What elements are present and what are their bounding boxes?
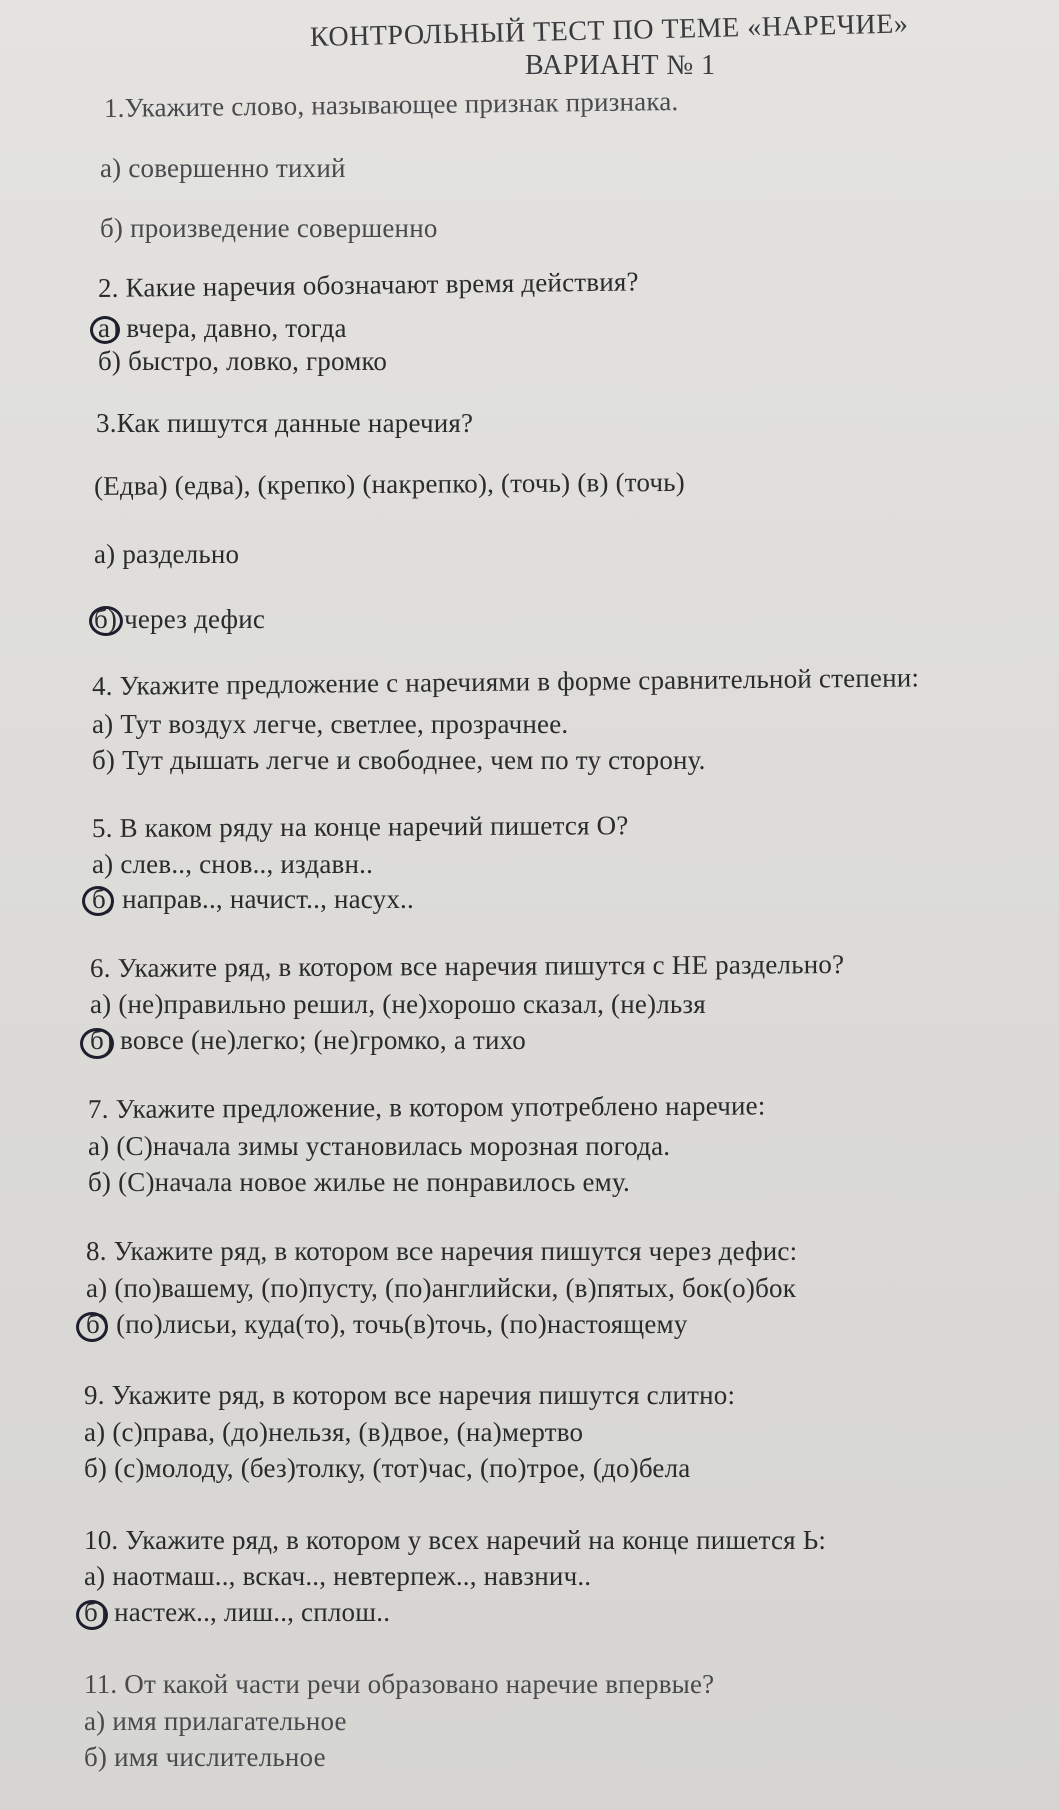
question-11-option-a: а) имя прилагательное [84, 1706, 347, 1736]
question-8-option-a: а) (по)вашему, (по)пусту, (по)английски, (в)пятых, бок(о)бок [86, 1273, 797, 1303]
question-4-option-a: а) Тут воздух легче, светлее, прозрачнее. [92, 709, 569, 739]
question-9-option-b: б) (с)молоду, (без)толку, (тот)час, (по)трое, (до)бела [84, 1453, 691, 1483]
answer-mark-circle [76, 1600, 108, 1630]
answer-mark-circle [76, 1312, 108, 1342]
test-title: КОНТРОЛЬНЫЙ ТЕСТ ПО ТЕМЕ «НАРЕЧИЕ» [309, 8, 909, 53]
question-8-option-b: б) (по)лисьи, куда(то), точь(в)точь, (по)настоящему [86, 1309, 688, 1339]
question-1-option-a: а) совершенно тихий [100, 153, 346, 183]
question-4-option-b: б) Тут дышать легче и свободнее, чем по ту сторону. [92, 745, 706, 775]
question-3-option-b: б) через дефис [94, 604, 266, 634]
question-4: 4. Укажите предложение с наречиями в форме сравнительной степени: [91, 662, 920, 701]
question-1: 1.Укажите слово, называющее признак признака. [103, 85, 679, 123]
variant-label: ВАРИАНТ № 1 [525, 50, 716, 81]
question-8: 8. Укажите ряд, в котором все наречия пишутся через дефис: [86, 1236, 798, 1266]
answer-mark-circle [90, 316, 120, 344]
question-3-option-a: а) раздельно [94, 539, 240, 569]
question-7-option-b: б) (С)начала новое жилье не понравилось ему. [88, 1167, 630, 1197]
question-6-option-a: а) (не)правильно решил, (не)хорошо сказал, (не)льзя [90, 989, 706, 1019]
question-11: 11. От какой части речи образовано наречие впервые? [84, 1669, 715, 1699]
question-5: 5. В каком ряду на конце наречий пишется О? [91, 810, 629, 843]
question-10: 10. Укажите ряд, в котором у всех наречий на конце пишется Ь: [84, 1525, 827, 1555]
question-3: 3.Как пишутся данные наречия? [96, 408, 474, 438]
question-1-option-b: б) произведение совершенно [100, 213, 438, 243]
question-10-option-b: б) настеж.., лиш.., сплош.. [84, 1597, 391, 1627]
answer-mark-circle [89, 606, 123, 636]
question-9-option-a: а) (с)права, (до)нельзя, (в)двое, (на)мертво [84, 1417, 584, 1447]
question-6-option-b: б) вовсе (не)легко; (не)громко, а тихо [90, 1025, 526, 1055]
question-2-option-a: а) вчера, давно, тогда [98, 313, 347, 343]
question-2-option-b: б) быстро, ловко, громко [98, 346, 388, 376]
answer-mark-circle [82, 886, 114, 916]
question-5-option-b: б) направ.., начист.., насух.. [92, 884, 414, 914]
question-6: 6. Укажите ряд, в котором все наречия пишутся с НЕ раздельно? [89, 949, 845, 983]
question-7-option-a: а) (С)начала зимы установилась морозная погода. [88, 1131, 671, 1161]
question-9: 9. Укажите ряд, в котором все наречия пишутся слитно: [84, 1380, 736, 1410]
question-11-option-b: б) имя числительное [84, 1742, 326, 1772]
question-3-words: (Едва) (едва), (крепко) (накрепко), (точь) (в) (точь) [93, 466, 685, 501]
answer-mark-circle [80, 1028, 114, 1059]
question-2: 2. Какие наречия обозначают время действия? [97, 266, 639, 303]
question-7: 7. Укажите предложение, в котором употреблено наречие: [87, 1090, 766, 1124]
question-5-option-a: а) слев.., снов.., издавн.. [92, 849, 374, 879]
question-10-option-a: а) наотмаш.., вскач.., невтерпеж.., навзнич.. [84, 1561, 592, 1591]
